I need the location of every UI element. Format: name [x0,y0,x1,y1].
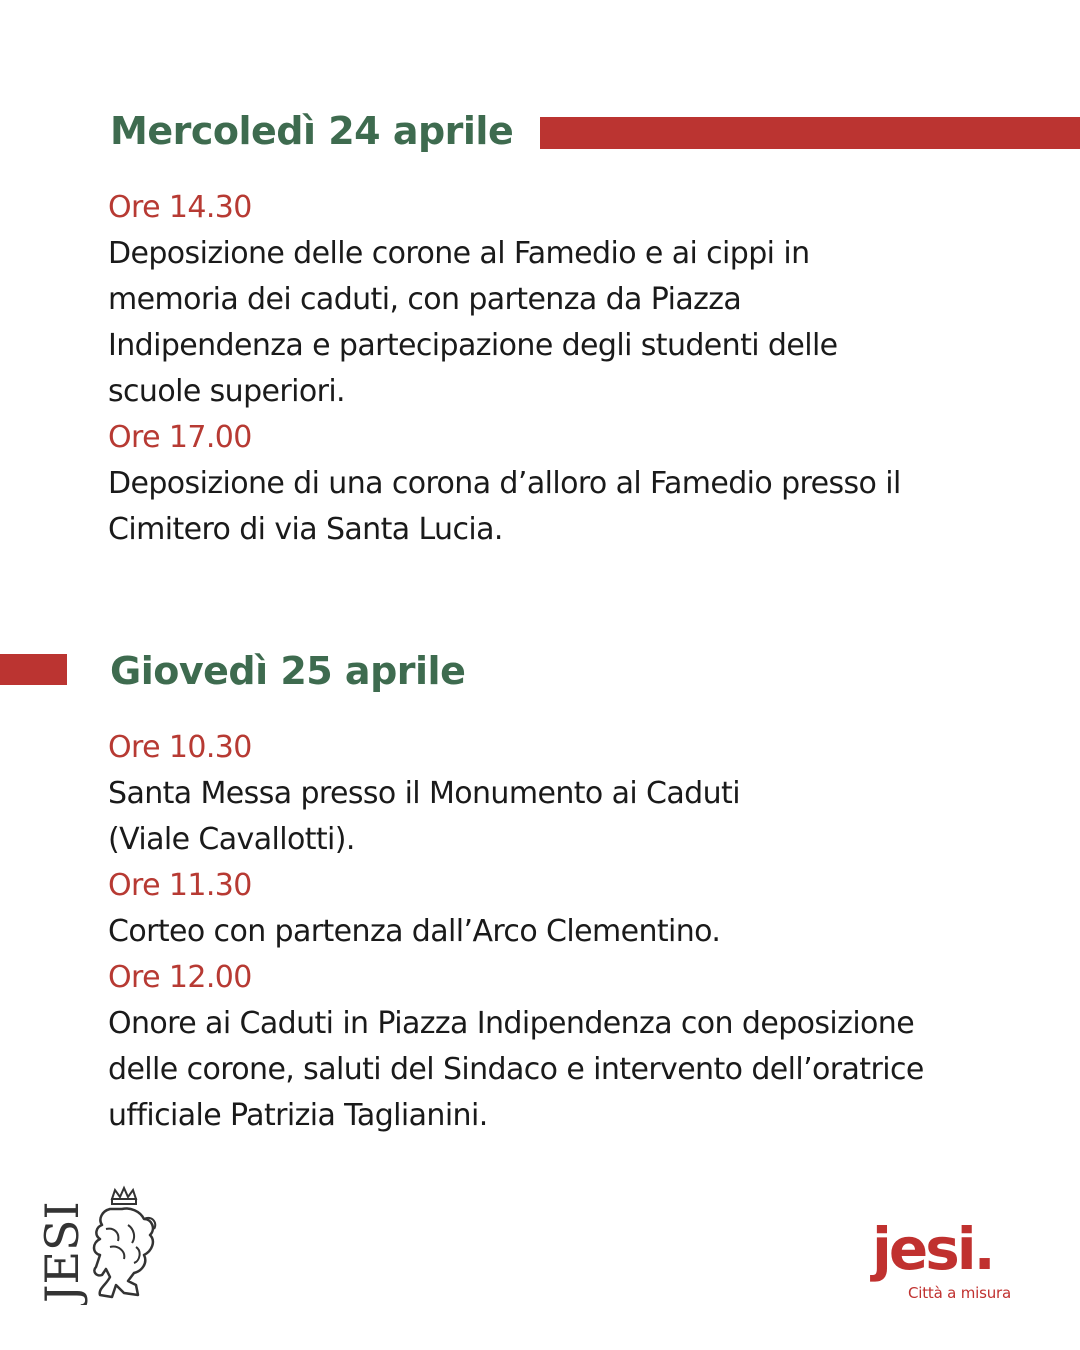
event-description: Deposizione delle corone al Famedio e ai cippi in memoria dei caduti, con partenza da Piazza Indipendenza e partecipazione degli studenti delle scuole superiori. [108,236,838,409]
events-25-april [108,725,1008,1139]
accent-bar-right [540,117,1080,149]
crest-text: JESI [40,1201,89,1303]
event-description: Deposizione di una corona d’alloro al Famedio presso il Cimitero di via Santa Lucia. [108,466,901,547]
event-time: Ore 14.30 [108,190,252,225]
event-time: Ore 17.00 [108,420,252,455]
event-time: Ore 10.30 [108,730,252,765]
event-time: Ore 12.00 [108,960,252,995]
event-description: Santa Messa presso il Monumento ai Caduti (Viale Cavallotti). [108,776,740,857]
brand-wordmark: jesi. [872,1215,993,1283]
event-time: Ore 11.30 [108,868,252,903]
event-description: Corteo con partenza dall’Arco Clementino. [108,914,721,949]
jesi-crest-logo [40,1185,165,1305]
lion-crest-icon [40,1185,165,1305]
event-description: Onore ai Caduti in Piazza Indipendenza con deposizione delle corone, saluti del Sindaco e intervento dell’oratrice ufficiale Patrizia Taglianini. [108,1006,924,1133]
brand-tagline: Città a misura [908,1284,1011,1302]
day-title-24-april: Mercoledì 24 aprile [110,109,514,153]
day-title-25-april: Giovedì 25 aprile [110,649,466,693]
jesi-brand-logo [872,1215,1047,1308]
accent-bar-left [0,654,67,685]
events-24-april [108,185,1008,553]
